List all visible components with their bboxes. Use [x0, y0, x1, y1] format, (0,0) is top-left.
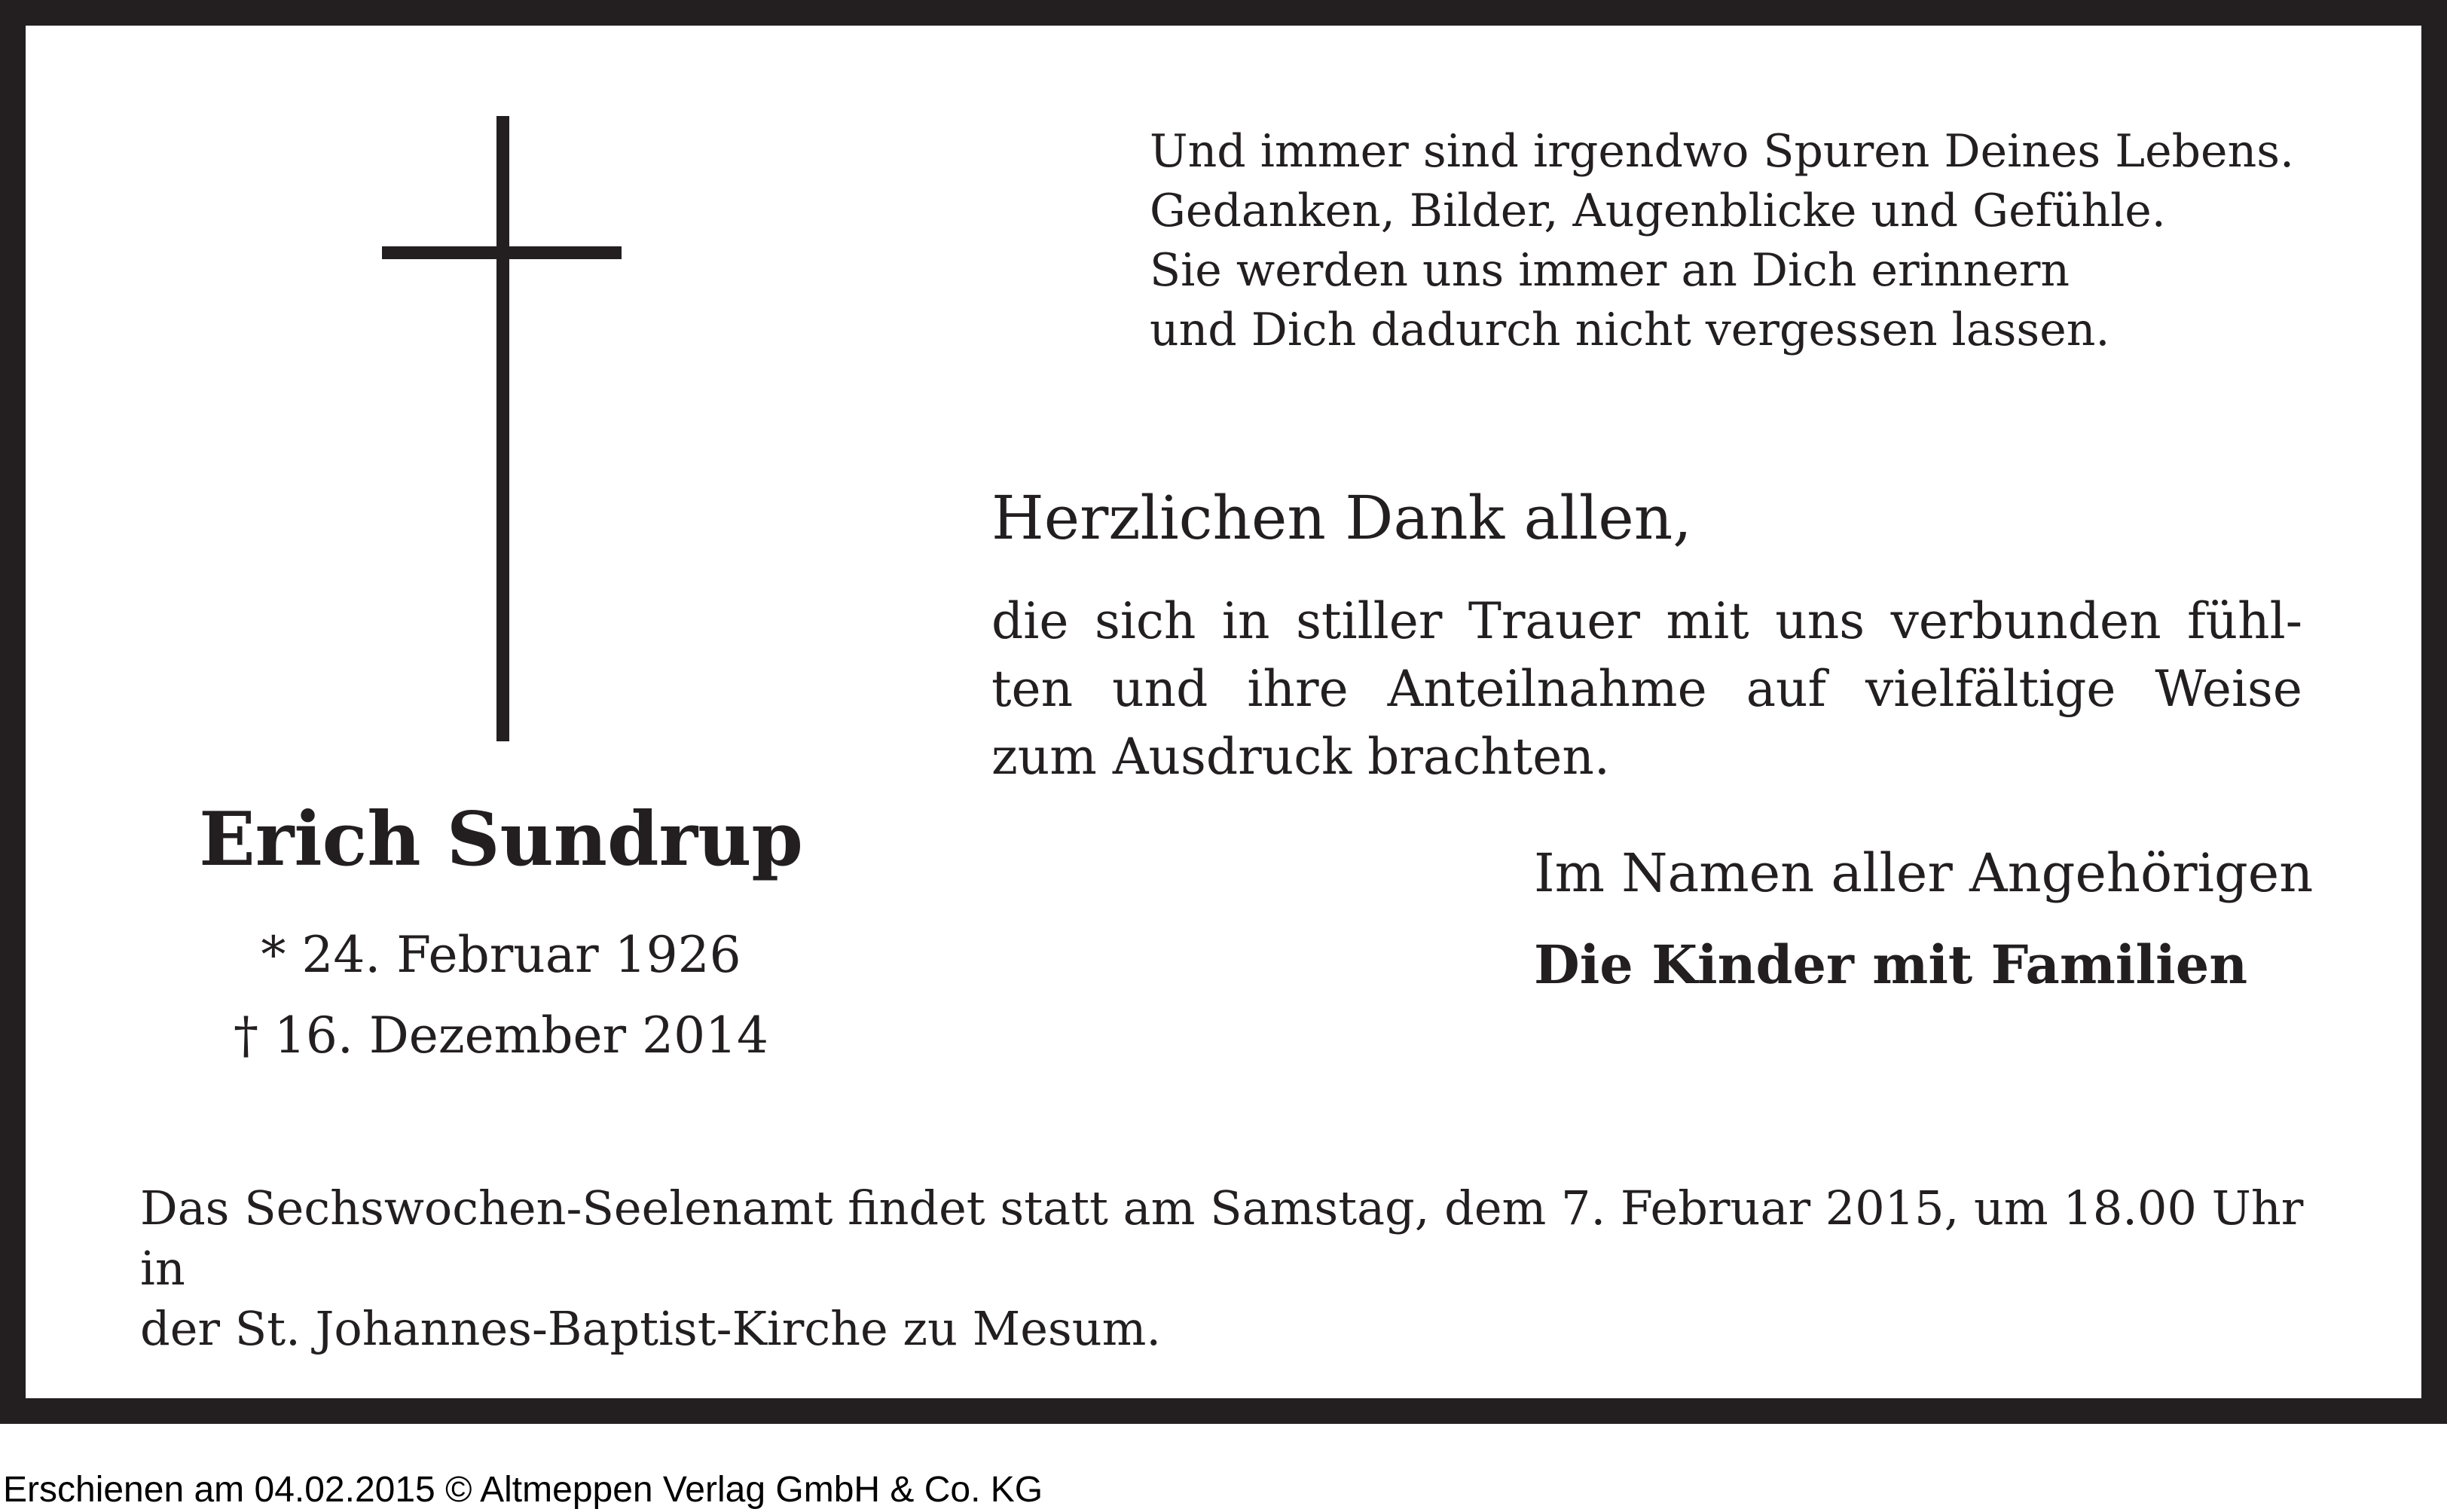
deceased-name: Erich Sundrup: [199, 796, 803, 883]
signature-intro: Im Namen aller Angehörigen: [1534, 842, 2314, 904]
birth-date: * 24. Februar 1926: [261, 926, 741, 984]
cross-icon-bar: [382, 246, 622, 259]
thanks-body: [991, 588, 2302, 791]
service-line: der St. Johannes-Baptist-Kirche zu Mesum.: [140, 1301, 1162, 1356]
service-line: Das Sechswochen-Seelenamt findet statt am Samstag, dem 7. Februar 2015, um 18.00 Uhr in: [140, 1181, 2304, 1296]
cross-icon: [496, 116, 509, 741]
thanks-line: ten und ihre Anteilnahme auf vielfältige Weise: [991, 660, 2302, 718]
thanks-line: die sich in stiller Trauer mit uns verbunden fühl-: [991, 592, 2302, 650]
signature-family: Die Kinder mit Familien: [1534, 933, 2248, 996]
thanks-line: zum Ausdruck brachten.: [991, 728, 1610, 786]
service-notice: [140, 1178, 2305, 1359]
poem-line: Gedanken, Bilder, Augenblicke und Gefühle.: [1150, 185, 2166, 237]
poem-line: und Dich dadurch nicht vergessen lassen.: [1150, 304, 2110, 356]
thanks-heading: Herzlichen Dank allen,: [991, 483, 1692, 553]
poem-line: Und immer sind irgendwo Spuren Deines Lebens.: [1150, 125, 2295, 178]
poem: [1150, 122, 2325, 360]
publication-footer: Erschienen am 04.02.2015 © Altmeppen Verlag GmbH & Co. KG: [3, 1470, 1043, 1510]
death-date: † 16. Dezember 2014: [233, 1006, 769, 1065]
poem-line: Sie werden uns immer an Dich erinnern: [1150, 244, 2070, 297]
